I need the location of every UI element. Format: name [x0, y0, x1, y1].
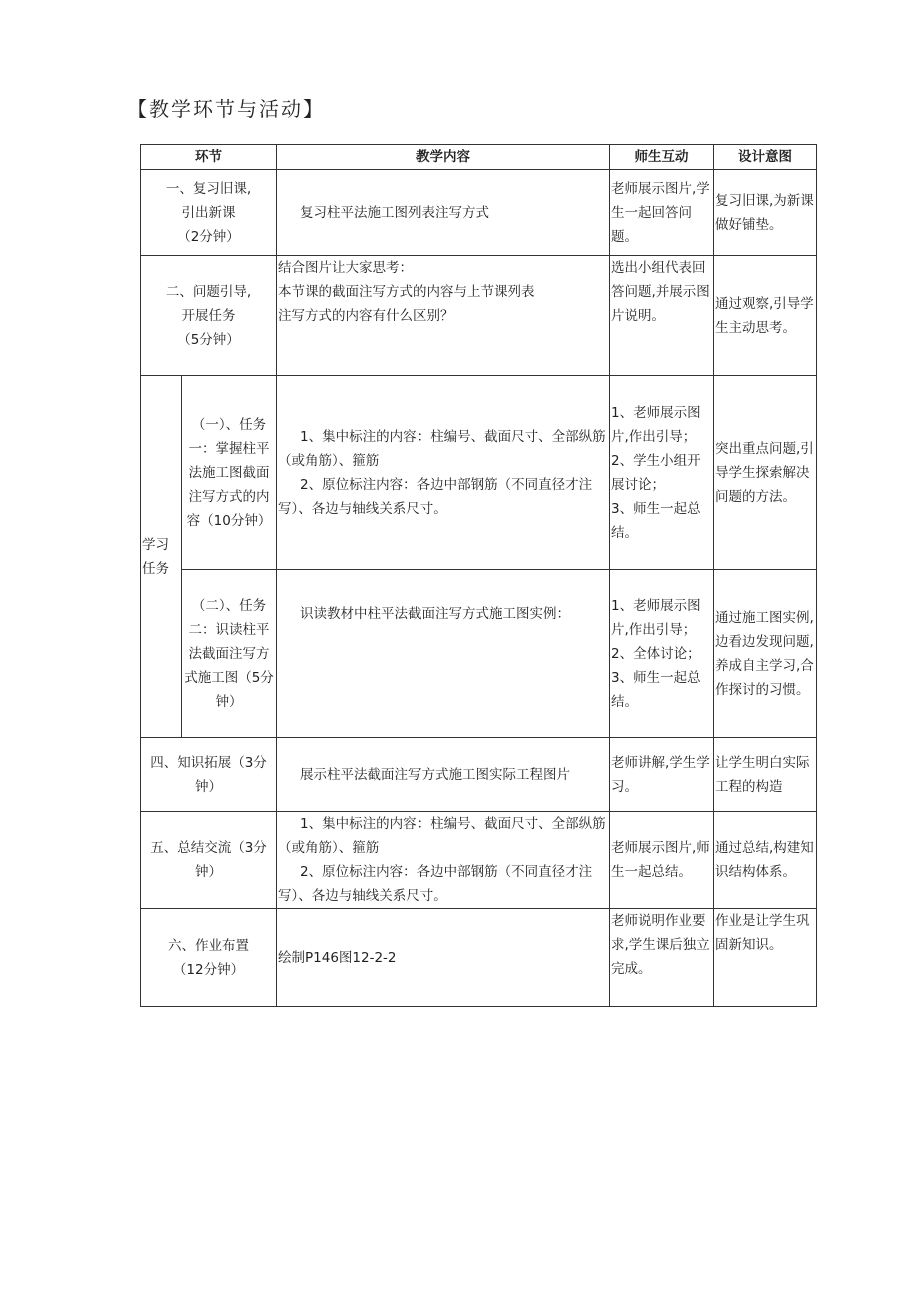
stage-cell: 五、总结交流（3分钟） [141, 812, 277, 909]
table-row [141, 909, 817, 1007]
stage-line: （5分钟） [177, 331, 240, 348]
stage-cell [141, 170, 277, 256]
content-line: 1、集中标注的内容：柱编号、截面尺寸、全部纵筋（或角筋）、箍筋 [278, 816, 606, 856]
interaction-line: 2、全体讨论； [611, 645, 701, 662]
interaction-line: 2、学生小组开展讨论； [611, 452, 701, 493]
stage-line: 引出新课 [181, 204, 236, 221]
content-cell: 展示柱平法截面注写方式施工图实际工程图片 [277, 738, 610, 812]
stage-line: 开展任务 [181, 307, 236, 324]
interaction-line: 1、老师展示图片,作出引导； [611, 597, 701, 638]
interaction-cell: 老师说明作业要求,学生课后独立完成。 [610, 909, 714, 1007]
intent-cell: 通过施工图实例,边看边发现问题,养成自主学习,合作探讨的习惯。 [714, 570, 817, 738]
content-cell: 绘制P146图12-2-2 [277, 909, 610, 1007]
content-cell [277, 256, 610, 376]
interaction-line: 3、师生一起总结。 [611, 669, 701, 710]
stage-line: 六、作业布置 [168, 937, 249, 954]
content-line: 2、原位标注内容：各边中部钢筋（不同直径才注写）、各边与轴线关系尺寸。 [278, 476, 593, 517]
header-row [141, 145, 817, 170]
header-interaction: 师生互动 [610, 145, 714, 170]
content-cell [277, 376, 610, 570]
content-line: 本节课的截面注写方式的内容与上节课列表 [278, 284, 535, 300]
stage-line: 一、复习旧课, [165, 180, 252, 197]
intent-cell: 通过总结,构建知识结构体系。 [714, 812, 817, 909]
stage-cell: （二）、任务二：识读柱平法截面注写方式施工图（5分钟） [182, 570, 277, 738]
stage-cell: 四、知识拓展（3分钟） [141, 738, 277, 812]
stage-cell [141, 256, 277, 376]
table-row [141, 812, 817, 909]
intent-cell: 通过观察,引导学生主动思考。 [714, 256, 817, 376]
content-cell [277, 812, 610, 909]
interaction-cell: 老师展示图片,学生一起回答问题。 [610, 170, 714, 256]
table-row [141, 376, 817, 570]
lesson-table [140, 144, 817, 1007]
interaction-line: 3、师生一起总结。 [611, 500, 701, 541]
content-line: 2、原位标注内容：各边中部钢筋（不同直径才注写）、各边与轴线关系尺寸。 [278, 864, 593, 904]
interaction-line: 1、老师展示图片,作出引导； [611, 404, 701, 445]
stage-cell: （一）、任务一：掌握柱平法施工图截面注写方式的内容（10分钟） [182, 376, 277, 570]
content-cell: 识读教材中柱平法截面注写方式施工图实例： [277, 570, 610, 738]
content-cell: 复习柱平法施工图列表注写方式 [277, 170, 610, 256]
intent-cell: 让学生明白实际工程的构造 [714, 738, 817, 812]
table-row [141, 170, 817, 256]
learning-task-label: 学习任务 [141, 376, 182, 738]
interaction-cell: 选出小组代表回答问题,并展示图片说明。 [610, 256, 714, 376]
section-heading: 【教学环节与活动】 [127, 97, 325, 121]
header-intent: 设计意图 [714, 145, 817, 170]
content-line: 1、集中标注的内容：柱编号、截面尺寸、全部纵筋（或角筋）、箍筋 [278, 428, 606, 469]
content-line: 注写方式的内容有什么区别？ [278, 308, 454, 324]
header-content: 教学内容 [277, 145, 610, 170]
stage-line: 二、问题引导, [165, 283, 252, 300]
interaction-cell: 老师展示图片,师生一起总结。 [610, 812, 714, 909]
table-row [141, 256, 817, 376]
interaction-cell [610, 376, 714, 570]
table-row [141, 570, 817, 738]
stage-line: （12分钟） [172, 961, 245, 978]
stage-line: （2分钟） [177, 228, 240, 245]
interaction-cell [610, 570, 714, 738]
stage-cell [141, 909, 277, 1007]
interaction-cell: 老师讲解,学生学习。 [610, 738, 714, 812]
table-row [141, 738, 817, 812]
intent-cell: 作业是让学生巩固新知识。 [714, 909, 817, 1007]
content-line: 结合图片让大家思考： [278, 260, 413, 276]
intent-cell: 突出重点问题,引导学生探索解决问题的方法。 [714, 376, 817, 570]
header-stage: 环节 [141, 145, 277, 170]
intent-cell: 复习旧课,为新课做好铺垫。 [714, 170, 817, 256]
